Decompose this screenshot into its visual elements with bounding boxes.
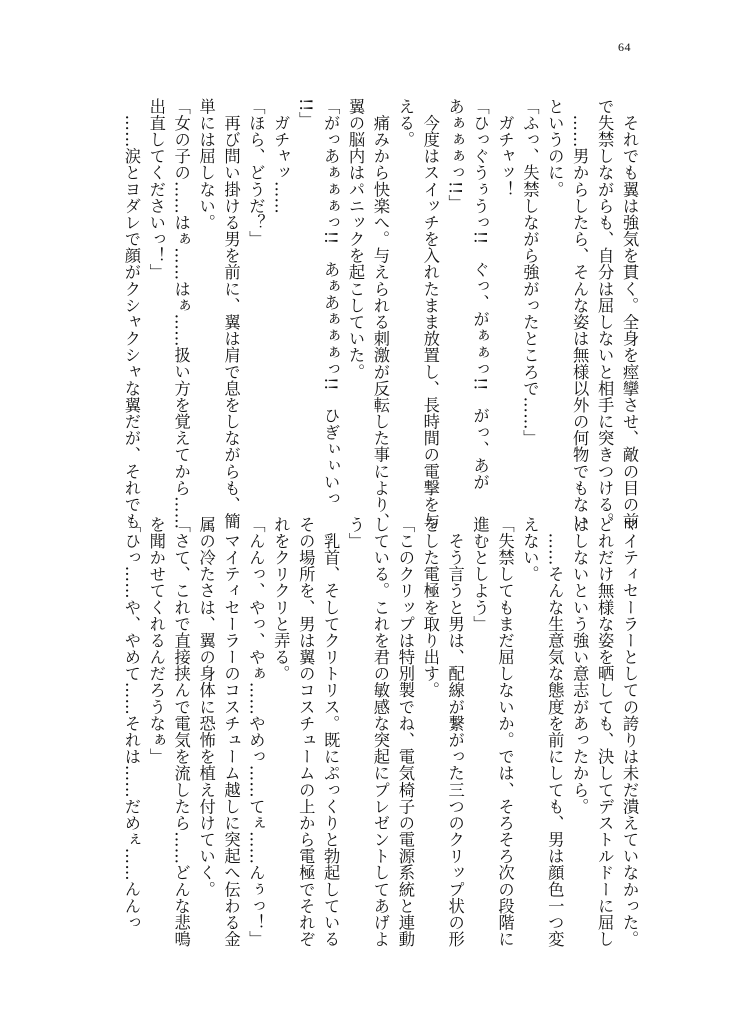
text-line: !!」 xyxy=(296,98,316,129)
text-line: というのに。 xyxy=(545,98,565,198)
text-block-top xyxy=(118,98,641,530)
text-line: 乳首、そしてクリトリス。既にぷっくりと勃起している xyxy=(321,516,341,948)
text-line: している。これを君の敏感な突起にプレゼントしてあげよ xyxy=(370,516,390,948)
text-line: れをクリクリと弄る。 xyxy=(271,516,291,682)
text-line: それでも翼は強気を貫く。全身を痙攣させ、敵の目の前 xyxy=(620,98,639,530)
text-line: ……涙とヨダレで顔がクシャクシャな翼だが、それでも xyxy=(121,98,141,530)
text-line: 痛みから快楽へ。与えられる刺激が反転した事により、 xyxy=(370,98,390,530)
text-line: 再び問い掛ける男を前に、翼は肩で息をしながらも、簡 xyxy=(221,98,241,530)
text-line: で失禁しながらも、自分は屈しないと相手に突きつける。 xyxy=(595,98,615,530)
text-line: そう言うと男は、配線が繋がった三つのクリップ状の形 xyxy=(445,516,465,948)
text-line: はしないという強い意志があったから。 xyxy=(570,516,590,815)
text-line: える。 xyxy=(395,98,415,148)
text-block-bottom xyxy=(118,516,641,948)
text-line: えない。 xyxy=(520,516,540,583)
text-line: 「さて、これで直接挟んで電気を流したら……どんな悲鳴 xyxy=(171,516,191,948)
page-number: 64 xyxy=(618,40,631,54)
text-line: ……男からしたら、そんな姿は無様以外の何物でもない xyxy=(570,98,590,530)
text-line: あぁぁぁっ!!」 xyxy=(445,98,465,212)
text-line: ……そんな生意気な態度を前にしても、男は顔色一つ変 xyxy=(545,516,565,948)
text-line: 「ひっ……や、やめて……それは……だめぇ……んんっ xyxy=(121,516,141,931)
text-line: 今度はスイッチを入れたまま放置し、長時間の電撃を与 xyxy=(420,98,440,530)
text-line: 「このクリップは特別製でね、電気椅子の電源系統と連動 xyxy=(395,516,415,948)
text-line: 単には屈しない。 xyxy=(196,98,216,231)
text-line: 「ひっぐうぅうっ!! ぐっ、がぁぁっ!! がっ、あが xyxy=(470,98,490,491)
text-line: 出直してくださいっ！」 xyxy=(146,98,166,281)
text-line: マイティセーラーとしての誇りは未だ潰えていなかった。 xyxy=(620,516,639,948)
text-line: 「失禁してもまだ屈しないか。では、そろそろ次の段階に xyxy=(495,516,515,948)
text-line: をした電極を取り出す。 xyxy=(420,516,440,699)
text-line: ガチャッ！ xyxy=(495,98,515,198)
text-line: その場所を、男は翼のコスチュームの上から電極でそれぞ xyxy=(296,516,316,948)
text-line: 「がっあぁぁぁっ!! あぁあぁぁぁっ!! ひぎぃぃいっ xyxy=(321,98,341,507)
text-line: を聞かせてくれるんだろうなぁ」 xyxy=(146,516,166,765)
text-line: 「んんっ、やっ、やぁ……やめっ……てぇ……んぅっ！」 xyxy=(246,516,266,948)
text-line: 属の冷たさは、翼の身体に恐怖を植え付けていく。 xyxy=(196,516,216,898)
text-line: 「ほら、どうだ？」 xyxy=(246,98,266,248)
text-line: う」 xyxy=(346,516,366,550)
text-line: どれだけ無様な姿を晒しても、決してデストルドーに屈し xyxy=(595,516,615,948)
text-line: ガチャッ…… xyxy=(271,98,291,215)
text-line: 翼の脳内はパニックを起こしていた。 xyxy=(346,98,366,381)
text-line: 「ふっ、失禁しながら強がったところで……」 xyxy=(520,98,540,447)
text-line: マイティセーラーのコスチューム越しに突起へ伝わる金 xyxy=(221,516,241,948)
text-line: 進むとしよう」 xyxy=(470,516,490,633)
text-line: 「女の子の……はぁ……はぁ……扱い方を覚えてから…… xyxy=(171,98,191,530)
